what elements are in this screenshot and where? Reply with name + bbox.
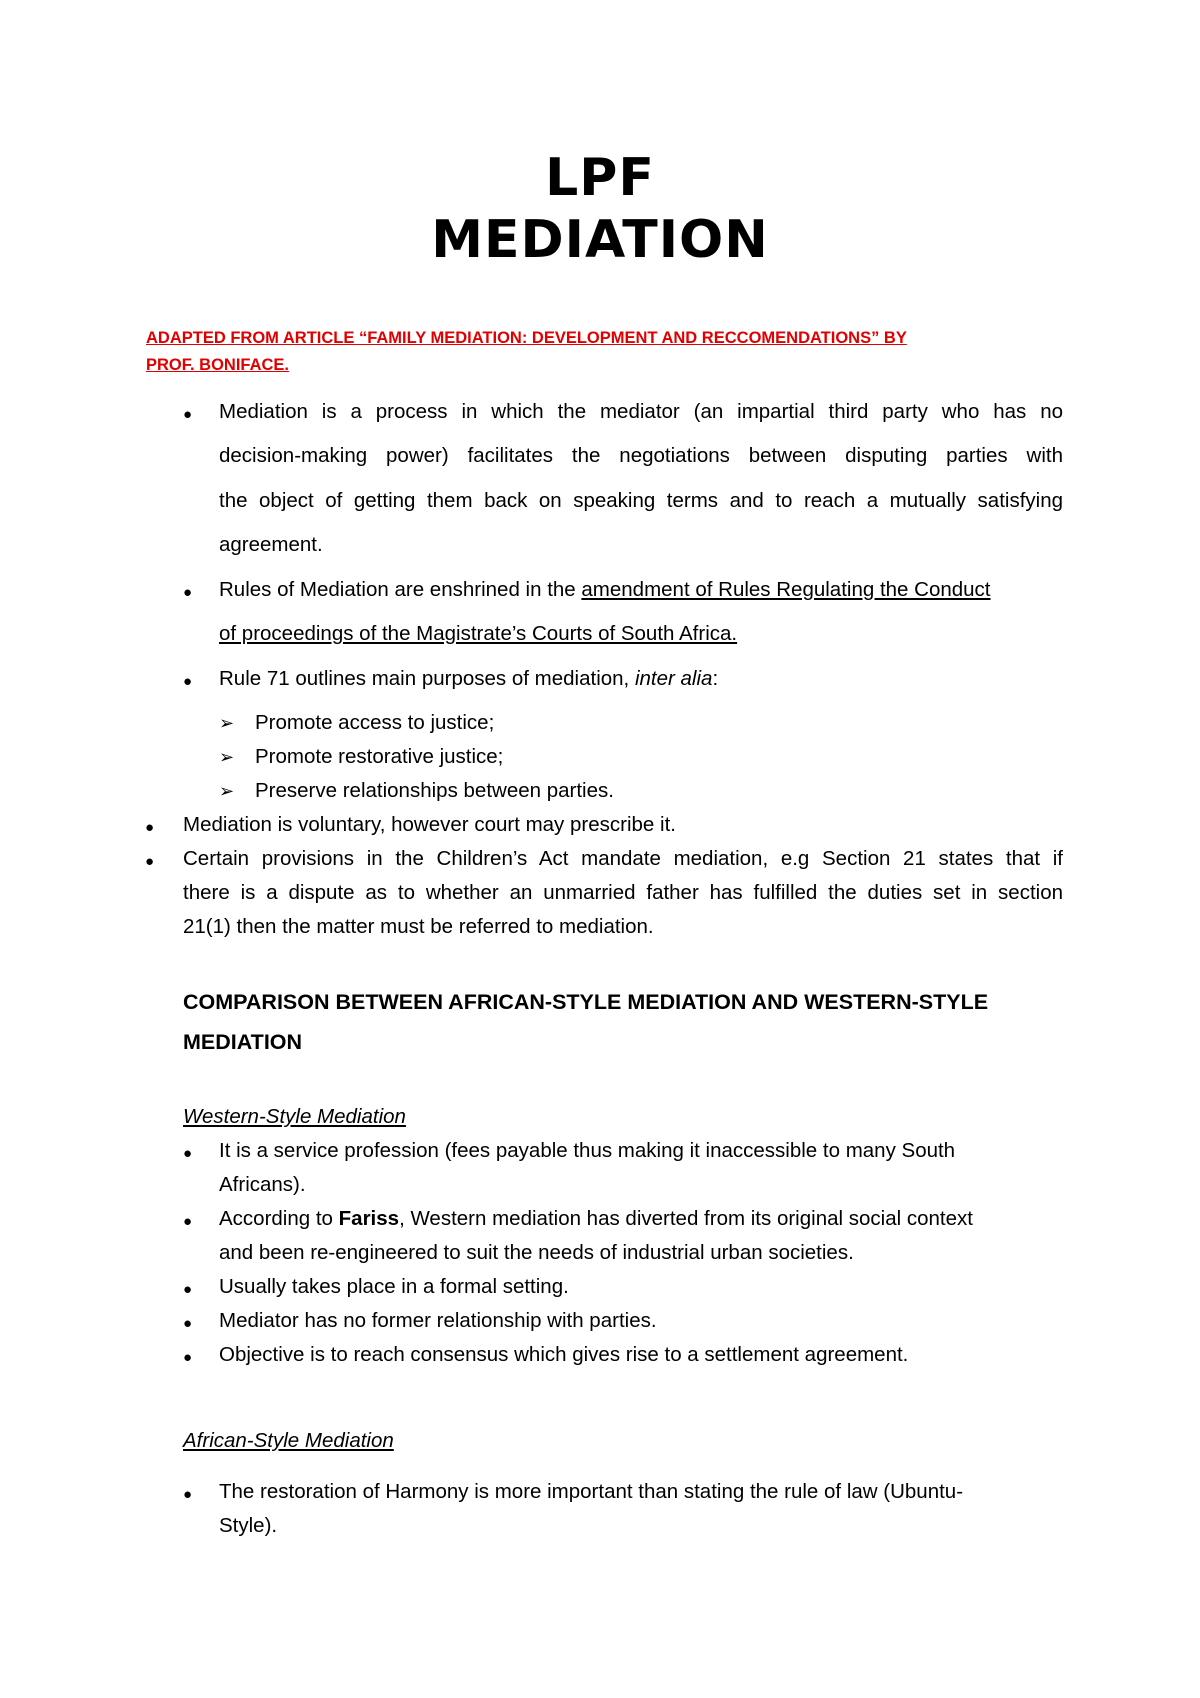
intro-p5-line3: 21(1) then the matter must be referred to mediation. <box>183 915 654 938</box>
intro-p1-line1: Mediation is a process in which the mediator (an impartial third party who has no <box>219 400 1063 423</box>
intro-p1-line2: decision-making power) facilitates the negotiations between disputing parties with <box>219 444 1063 467</box>
african-item1-line2: Style). <box>219 1514 278 1537</box>
african-subheading: African-Style Mediation <box>183 1429 394 1452</box>
western-item1-line2: Africans). <box>219 1173 306 1196</box>
intro-p2-line1: Rules of Mediation are enshrined in the amendment of Rules Regulating the Conduct <box>219 578 991 601</box>
western-item1-line1: It is a service profession (fees payable thus making it inaccessible to many South <box>219 1139 956 1162</box>
intro-p1-line4: agreement. <box>219 533 323 556</box>
african-item1-line1: The restoration of Harmony is more important than stating the rule of law (Ubuntu- <box>219 1480 964 1503</box>
intro-p2-line2: of proceedings of the Magistrate’s Courts of South Africa. <box>219 622 738 645</box>
intro-p5-line1: Certain provisions in the Children’s Act mandate mediation, e.g Section 21 states that if <box>183 847 1063 870</box>
source-line-1: ADAPTED FROM ARTICLE “FAMILY MEDIATION: DEVELOPMENT AND RECCOMENDATIONS” BY <box>146 329 907 347</box>
bullet-icon: ● <box>183 406 193 423</box>
comparison-heading-line1: COMPARISON BETWEEN AFRICAN-STYLE MEDIATION AND WESTERN-STYLE <box>183 990 989 1014</box>
intro-p3: Rule 71 outlines main purposes of mediation, inter alia: <box>219 667 719 690</box>
bullet-icon: ● <box>183 584 193 601</box>
title-line-1: LPF <box>545 148 655 208</box>
subitem-1: Promote access to justice; <box>255 711 495 734</box>
arrow-icon: ➢ <box>219 713 235 733</box>
western-item2-line2: and been re-engineered to suit the needs of industrial urban societies. <box>219 1241 854 1264</box>
bullet-icon: ● <box>183 1315 193 1332</box>
bullet-icon: ● <box>183 1213 193 1230</box>
rules-reference-link: amendment of Rules Regulating the Conduct <box>581 578 991 601</box>
source-line-2: PROF. BONIFACE. <box>146 356 290 374</box>
bullet-icon: ● <box>145 853 155 870</box>
intro-p1-line3: the object of getting them back on speaking terms and to reach a mutually satisfying <box>219 489 1063 512</box>
bullet-icon: ● <box>183 1349 193 1366</box>
subitem-3: Preserve relationships between parties. <box>255 779 614 802</box>
western-subheading: Western-Style Mediation <box>183 1105 406 1128</box>
bullet-icon: ● <box>183 1281 193 1298</box>
western-item5: Objective is to reach consensus which gives rise to a settlement agreement. <box>219 1343 909 1366</box>
intro-p4: Mediation is voluntary, however court may prescribe it. <box>183 813 676 836</box>
bullet-icon: ● <box>183 1145 193 1162</box>
arrow-icon: ➢ <box>219 747 235 767</box>
subitem-2: Promote restorative justice; <box>255 745 504 768</box>
western-item2-line1: According to Fariss, Western mediation has diverted from its original social context <box>219 1207 973 1230</box>
arrow-icon: ➢ <box>219 781 235 801</box>
western-item4: Mediator has no former relationship with parties. <box>219 1309 657 1332</box>
title-line-2: MEDIATION <box>431 210 769 270</box>
comparison-heading-line2: MEDIATION <box>183 1030 303 1054</box>
bullet-icon: ● <box>183 673 193 690</box>
bullet-icon: ● <box>183 1486 193 1503</box>
intro-p5-line2: there is a dispute as to whether an unmarried father has fulfilled the duties set in section <box>183 881 1063 904</box>
western-item3: Usually takes place in a formal setting. <box>219 1275 569 1298</box>
bullet-icon: ● <box>145 819 155 836</box>
